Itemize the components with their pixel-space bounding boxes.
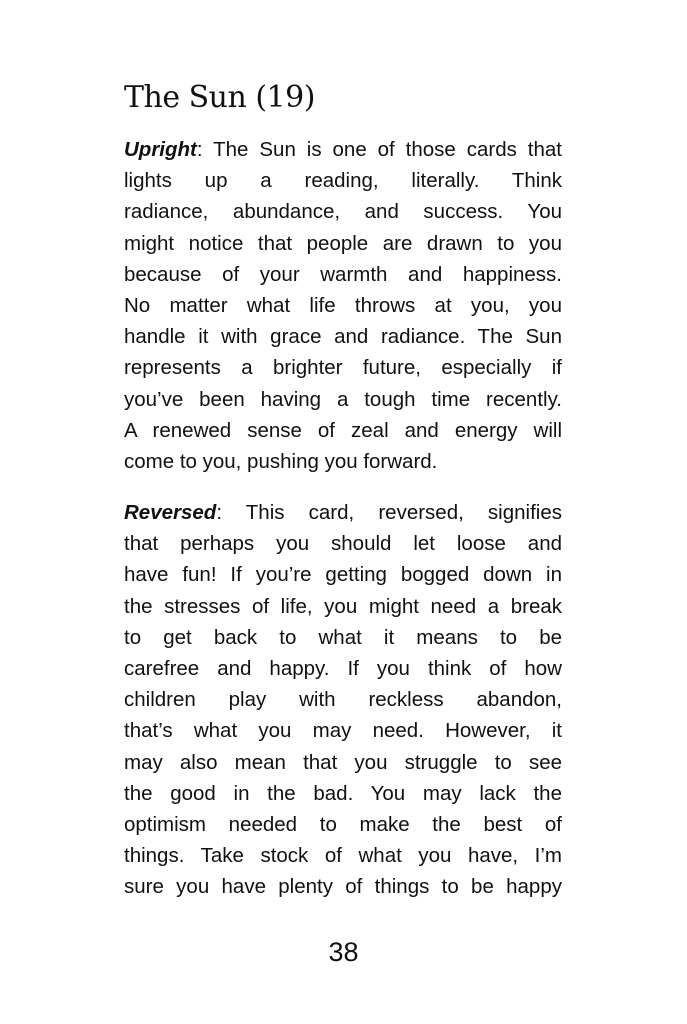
upright-line: No matter what life throws at you, you bbox=[124, 294, 562, 318]
upright-line: lights up a reading, literally. Think bbox=[124, 169, 562, 193]
upright-line: you’ve been having a tough time recently. bbox=[124, 387, 562, 411]
reversed-line: the good in the bad. You may lack the bbox=[124, 781, 562, 805]
reversed-line: carefree and happy. If you think of how bbox=[124, 657, 562, 681]
reversed-paragraph bbox=[124, 497, 562, 903]
page-number: 38 bbox=[328, 937, 359, 967]
upright-label: Upright bbox=[124, 138, 197, 161]
section-title: The Sun (19) bbox=[124, 80, 315, 115]
reversed-line: that perhaps you should let loose and bbox=[124, 532, 562, 556]
upright-line: A renewed sense of zeal and energy will bbox=[124, 418, 562, 442]
upright-line: might notice that people are drawn to you bbox=[124, 231, 562, 255]
reversed-line: sure you have plenty of things to be happy bbox=[124, 875, 562, 899]
upright-line: represents a brighter future, especially if bbox=[124, 356, 562, 380]
reversed-first-line bbox=[124, 497, 562, 528]
upright-line: handle it with grace and radiance. The Sun bbox=[124, 325, 562, 349]
reversed-line: have fun! If you’re getting bogged down in bbox=[124, 563, 562, 587]
upright-first-line-text: : The Sun is one of those cards that bbox=[196, 138, 562, 161]
reversed-line: may also mean that you struggle to see bbox=[124, 750, 562, 774]
reversed-line: that’s what you may need. However, it bbox=[124, 719, 562, 743]
upright-line: come to you, pushing you forward. bbox=[124, 450, 438, 474]
reversed-first-line-text: : This card, reversed, signifies bbox=[216, 501, 562, 524]
reversed-line: things. Take stock of what you have, I’m bbox=[124, 844, 562, 868]
reversed-label: Reversed bbox=[124, 501, 217, 524]
upright-paragraph bbox=[124, 134, 562, 477]
reversed-line: to get back to what it means to be bbox=[124, 625, 562, 649]
reversed-line: optimism needed to make the best of bbox=[124, 813, 562, 837]
upright-first-line bbox=[124, 134, 562, 165]
upright-line: radiance, abundance, and success. You bbox=[124, 200, 562, 224]
reversed-line: the stresses of life, you might need a break bbox=[124, 594, 562, 618]
upright-line: because of your warmth and happiness. bbox=[124, 262, 562, 286]
reversed-line: children play with reckless abandon, bbox=[124, 688, 562, 712]
